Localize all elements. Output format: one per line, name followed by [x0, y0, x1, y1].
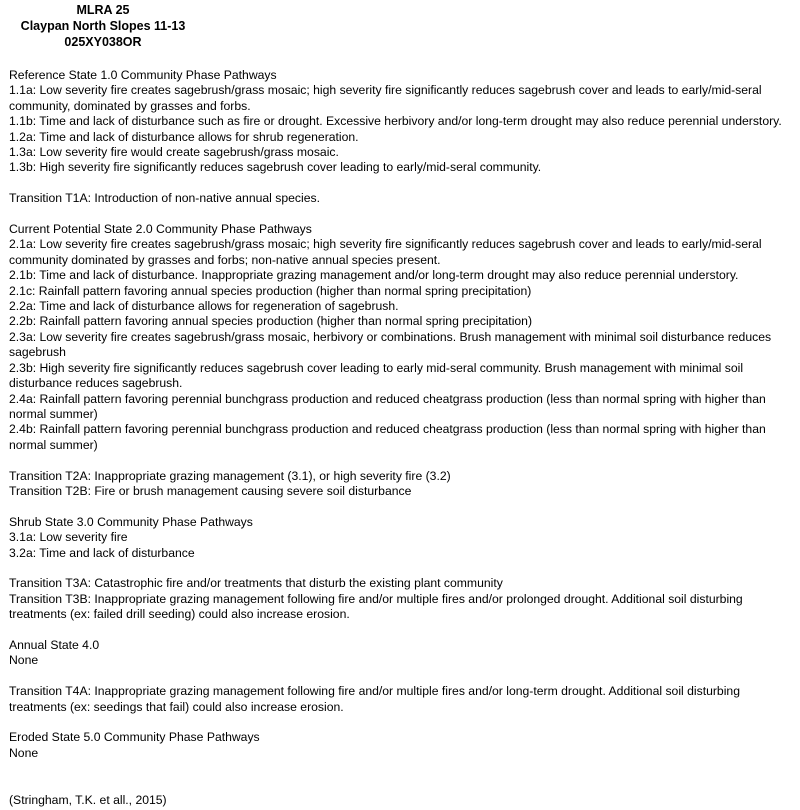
pathway-2-4a: 2.4a: Rainfall pattern favoring perennial bunchgrass production and reduced cheatgrass production (less than normal spring with higher than normal summer): [9, 391, 766, 421]
pathway-2-3b: 2.3b: High severity fire significantly reduces sagebrush cover leading to early mid-seral community. Brush management with minimal soil disturbance reduces sagebrush.: [9, 360, 744, 391]
pathway-1-2a: 1.2a: Time and lack of disturbance allows for shrub regeneration.: [9, 129, 359, 144]
pathway-1-3a: 1.3a: Low severity fire would create sagebrush/grass mosaic.: [9, 145, 339, 160]
pathway-2-2a: 2.2a: Time and lack of disturbance allows for regeneration of sagebrush.: [9, 299, 399, 314]
header-mlra: MLRA 25: [76, 3, 130, 17]
eroded-state-title: Eroded State 5.0 Community Phase Pathways: [9, 730, 260, 745]
pathway-2-4b: 2.4b: Rainfall pattern favoring perennial bunchgrass production and reduced cheatgrass production (less than normal spring with higher than normal summer): [9, 422, 766, 452]
pathway-3-1a: 3.1a: Low severity fire: [9, 530, 128, 545]
reference-state-title: Reference State 1.0 Community Phase Pathways: [9, 68, 277, 82]
document-body: [9, 68, 789, 761]
transition-t3b: Transition T3B: Inappropriate grazing management following fire and/or multiple fires and/or prolonged drought. Additional soil disturbing treatments (ex: failed drill seeding) could also increase erosion.: [9, 591, 743, 622]
header-site-name: Claypan North Slopes 11-13: [20, 19, 186, 33]
pathway-2-1b: 2.1b: Time and lack of disturbance. Inappropriate grazing management and/or long-term drought may also reduce perennial understory.: [9, 268, 739, 283]
document-header: [0, 2, 206, 50]
header-site-id: 025XY038OR: [64, 35, 142, 49]
pathway-3-2a: 3.2a: Time and lack of disturbance: [9, 545, 195, 560]
annual-state-title: Annual State 4.0: [9, 637, 100, 652]
transition-t2a: Transition T2A: Inappropriate grazing management (3.1), or high severity fire (3.2): [9, 468, 451, 483]
pathway-2-1a: 2.1a: Low severity fire creates sagebrush/grass mosaic; high severity fire significantly reduces sagebrush cover and leads to early/mid-seral community dominated by grasses and forbs; non-native annual species present.: [9, 237, 762, 267]
transition-t4a: Transition T4A: Inappropriate grazing management following fire and/or multiple fires and/or long-term drought. Additional soil disturbing treatments (ex: seedings that fail) could also increase erosion.: [9, 684, 740, 714]
eroded-state-none: None: [9, 745, 39, 760]
shrub-state-title: Shrub State 3.0 Community Phase Pathways: [9, 514, 253, 529]
pathway-1-1b: 1.1b: Time and lack of disturbance such as fire or drought. Excessive herbivory and/or long-term drought may also reduce perennial understory.: [9, 114, 782, 129]
annual-state-none: None: [9, 653, 39, 668]
pathway-2-3a: 2.3a: Low severity fire creates sagebrush/grass mosaic, herbivory or combinations. Brush management with minimal soil disturbance reduces sagebrush: [9, 329, 772, 360]
pathway-1-1a: 1.1a: Low severity fire creates sagebrush/grass mosaic; high severity fire significantly reduces sagebrush cover and leads to early/mid-seral community, dominated by grasses and forbs.: [9, 83, 762, 113]
pathway-2-1c: 2.1c: Rainfall pattern favoring annual species production (higher than normal spring precipitation): [9, 283, 532, 298]
citation: (Stringham, T.K. et all., 2015): [9, 793, 167, 807]
transition-t1a: Transition T1A: Introduction of non-native annual species.: [9, 191, 320, 206]
pathway-2-2b: 2.2b: Rainfall pattern favoring annual species production (higher than normal spring precipitation): [9, 314, 533, 329]
transition-t2b: Transition T2B: Fire or brush management causing severe soil disturbance: [9, 483, 412, 498]
pathway-1-3b: 1.3b: High severity fire significantly reduces sagebrush cover leading to early/mid-seral community.: [9, 160, 542, 175]
current-state-title: Current Potential State 2.0 Community Phase Pathways: [9, 222, 312, 237]
transition-t3a: Transition T3A: Catastrophic fire and/or treatments that disturb the existing plant community: [9, 576, 503, 591]
